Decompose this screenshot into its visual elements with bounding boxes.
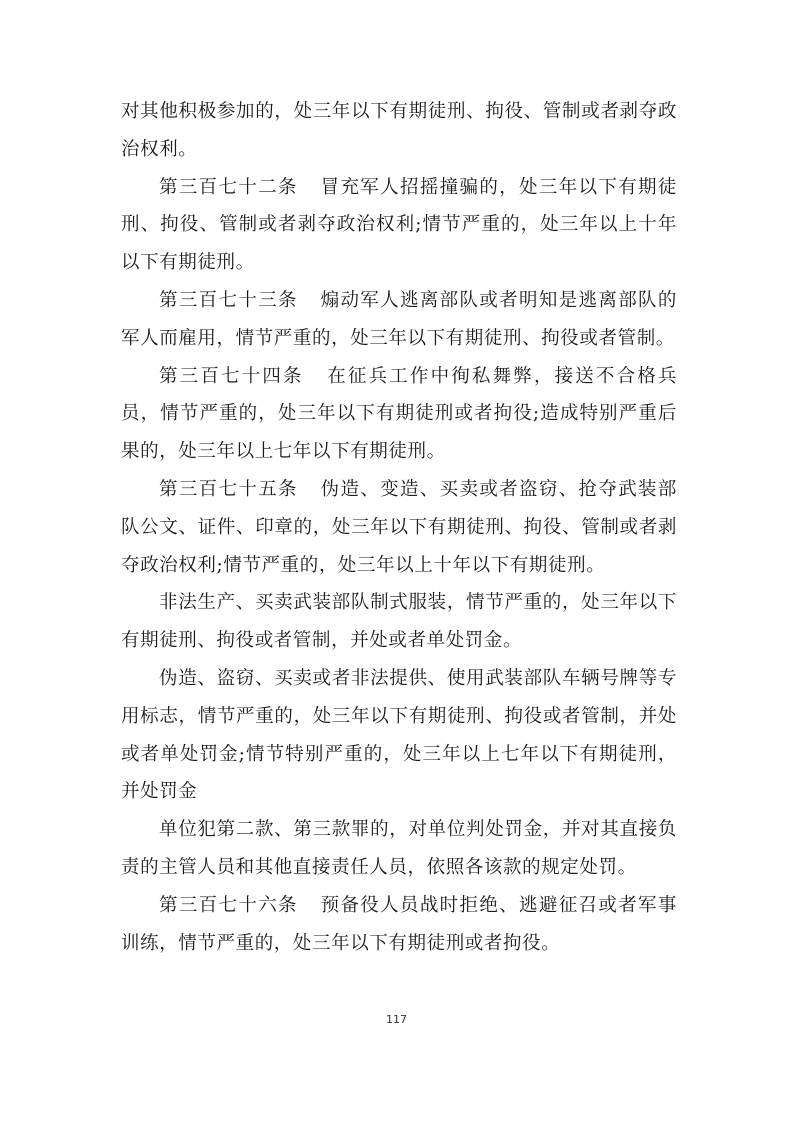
- article-375-clause-3: [121, 660, 677, 811]
- article-text: 冒充军人招摇撞骗的，处三年以下有期徒刑、拘役、管制或者剥夺政治权利;情节严重的，处三年以上十年以下有期徒刑。: [121, 176, 678, 274]
- article-number: 第三百七十三条: [159, 289, 298, 311]
- article-number: 第三百七十四条: [159, 365, 304, 387]
- article-number: 第三百七十六条: [159, 894, 298, 916]
- paragraph-text: 对其他积极参加的，处三年以下有期徒刑、拘役、管制或者剥夺政治权利。: [121, 101, 677, 160]
- article-374: [121, 358, 677, 471]
- page-number: 117: [386, 1013, 407, 1026]
- paragraph-continuation: [121, 93, 677, 169]
- article-text: 煽动军人逃离部队或者明知是逃离部队的军人而雇用，情节严重的，处三年以下有期徒刑、拘役或者管制。: [121, 289, 678, 349]
- article-373: [121, 282, 677, 358]
- article-number: 第三百七十五条: [159, 478, 298, 500]
- paragraph-text: 非法生产、买卖武装部队制式服装，情节严重的，处三年以下有期徒刑、拘役或者管制，并处或者单处罚金。: [121, 592, 677, 652]
- article-372: [121, 169, 677, 282]
- article-376: [121, 887, 677, 963]
- paragraph-text: 单位犯第二款、第三款罪的，对单位判处罚金，并对其直接负责的主管人员和其他直接责任人员，依照各该款的规定处罚。: [121, 819, 677, 878]
- article-375-clause-2: [121, 584, 677, 660]
- article-text: 在征兵工作中徇私舞弊，接送不合格兵员，情节严重的，处三年以下有期徒刑或者拘役;造成特别严重后果的，处三年以上七年以下有期徒刑。: [121, 365, 678, 463]
- article-text: 伪造、变造、买卖或者盗窃、抢夺武装部队公文、证件、印章的，处三年以下有期徒刑、拘役、管制或者剥夺政治权利;情节严重的，处三年以上十年以下有期徒刑。: [121, 478, 678, 576]
- article-text: 预备役人员战时拒绝、逃避征召或者军事训练，情节严重的，处三年以下有期徒刑或者拘役。: [121, 894, 678, 954]
- article-375-clause-4: [121, 811, 677, 887]
- article-number: 第三百七十二条: [159, 176, 298, 198]
- document-body: [121, 93, 677, 962]
- paragraph-text: 伪造、盗窃、买卖或者非法提供、使用武装部队车辆号牌等专用标志，情节严重的，处三年以下有期徒刑、拘役或者管制，并处或者单处罚金;情节特别严重的，处三年以上七年以下有期徒刑，并处罚金: [121, 667, 677, 803]
- article-375: [121, 471, 677, 584]
